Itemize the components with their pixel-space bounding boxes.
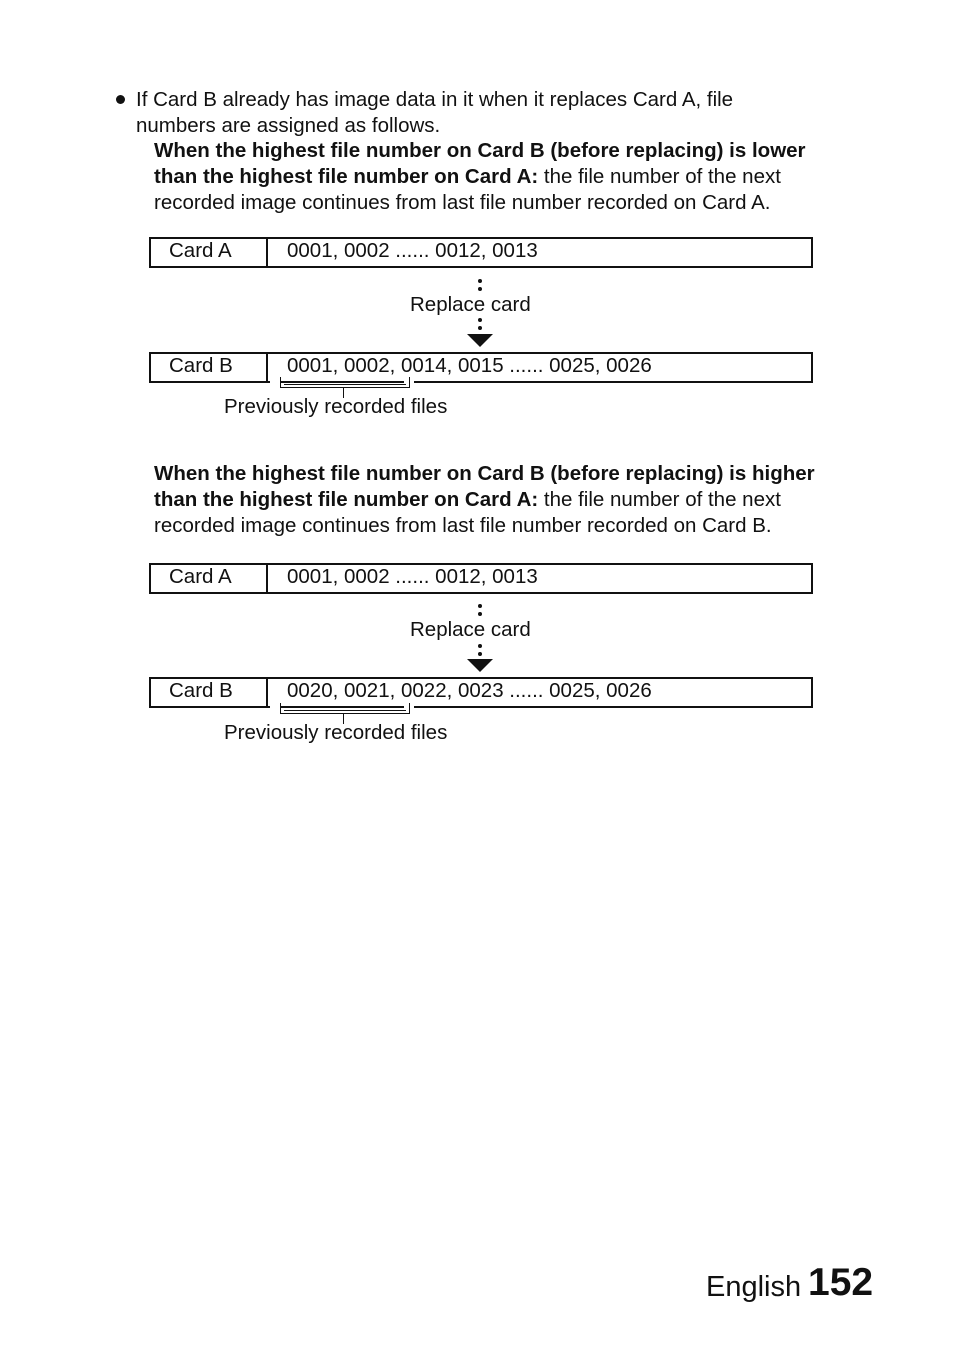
border-gap [270,706,280,708]
bracket-line [284,384,406,385]
down-arrow-icon [467,659,493,672]
case1-heading-line-2: than the highest file number on Card A: [154,165,539,188]
row-divider [266,237,268,268]
previous-files-label: Previously recorded files [224,395,448,418]
case2-heading-line-2: than the highest file number on Card A: [154,488,539,511]
card-b-files: 0020, 0021, 0022, 0023 ...... 0025, 0026 [287,679,652,702]
case1-paragraph-line-2 [154,164,781,190]
connector-dots [478,279,482,291]
page-number: 152 [808,1261,874,1304]
connector-dots [478,604,482,616]
connector-dots [478,318,482,330]
card-a-files: 0001, 0002 ...... 0012, 0013 [287,239,538,262]
previous-files-bracket [280,377,410,388]
border-gap [270,381,280,383]
replace-card-label: Replace card [410,618,531,641]
intro-line-2: numbers are assigned as follows. [136,114,441,137]
replace-card-label: Replace card [410,293,531,316]
card-a-files: 0001, 0002 ...... 0012, 0013 [287,565,538,588]
case2-paragraph-line-2 [154,487,781,513]
intro-line-1: If Card B already has image data in it when it replaces Card A, file [136,88,734,111]
bullet-icon [116,95,125,104]
bracket-line [284,710,406,711]
case2-body-line-2: the file number of the next [538,488,781,511]
card-b-label: Card B [169,354,233,377]
row-divider [266,563,268,594]
card-b-files: 0001, 0002, 0014, 0015 ...... 0025, 0026 [287,354,652,377]
down-arrow-icon [467,334,493,347]
case1-body-line-2: the file number of the next [538,165,781,188]
row-divider [266,677,268,708]
card-a-label: Card A [169,565,232,588]
row-divider [266,352,268,383]
card-a-label: Card A [169,239,232,262]
case1-body-line-3: recorded image continues from last file number recorded on Card A. [154,191,771,214]
case1-heading-line-1: When the highest file number on Card B (before replacing) is lower [154,139,806,162]
case2-heading-line-1: When the highest file number on Card B (before replacing) is higher [154,462,815,485]
case2-body-line-3: recorded image continues from last file number recorded on Card B. [154,514,772,537]
previous-files-bracket [280,703,410,714]
previous-files-label: Previously recorded files [224,721,448,744]
card-b-label: Card B [169,679,233,702]
footer-language: English [706,1271,802,1303]
connector-dots [478,644,482,656]
